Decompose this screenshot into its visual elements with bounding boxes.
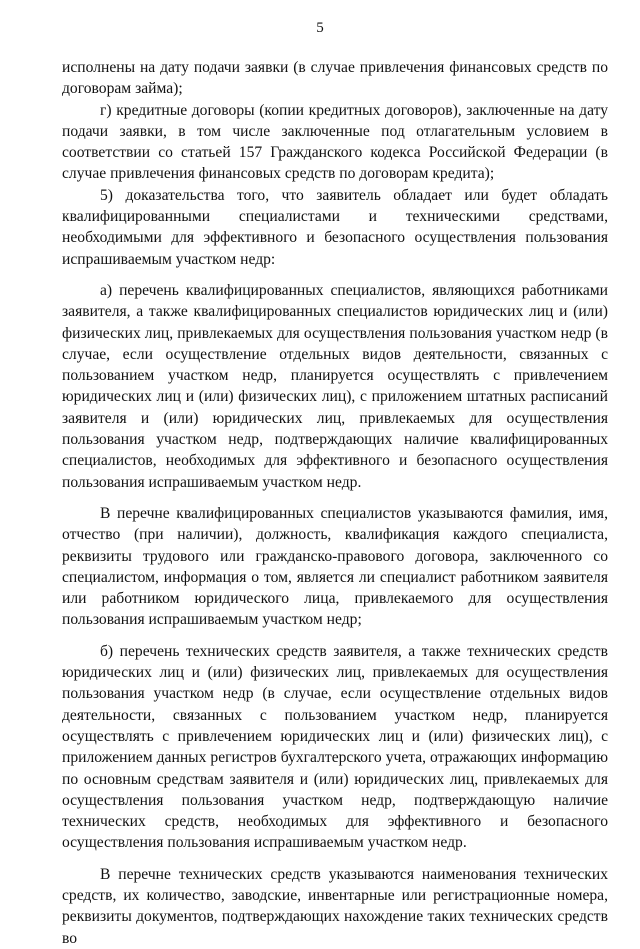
document-body	[62, 57, 608, 949]
paragraph-continuation: исполнены на дату подачи заявки (в случае привлечения финансовых средств по договорам займа);	[62, 59, 608, 98]
paragraph-credit-agreements: г) кредитные договоры (копии кредитных договоров), заключенные на дату подачи заявки, в том числе заключенные под отлагательным условием в соответствии со статьей 157 Гражданского кодекса Российской Федерации (в случае привлечения финансовых средств по договорам кредита);	[62, 101, 608, 183]
paragraph-evidence-item-5: 5) доказательства того, что заявитель обладает или будет обладать квалифицированными специалистами и техническими средствами, необходимыми для эффективного и безопасного осуществления пользования испрашиваемым участком недр:	[62, 186, 608, 268]
page-number: 5	[316, 20, 324, 36]
paragraph-specialists-list: а) перечень квалифицированных специалистов, являющихся работниками заявителя, а также квалифицированных специалистов юридических лиц и (или) физических лиц, привлекаемых для осуществления пользования участком недр (в случае, если осуществление отдельных видов деятельности, связанных с пользованием участком недр, планируется осуществлять с привлечением юридических лиц и (или) физических лиц), с приложением штатных расписаний заявителя и (или) юридических лиц, привлекаемых для осуществления пользования участком недр, подтверждающих наличие квалифицированных специалистов, необходимых для эффективного и безопасного осуществления пользования испрашиваемым участком недр.	[62, 281, 608, 491]
paragraph-specialists-details: В перечне квалифицированных специалистов указываются фамилия, имя, отчество (при наличии), должность, квалификация каждого специалиста, реквизиты трудового или гражданско-правового договора, заключенного со специалистом, информация о том, является ли специалист работником заявителя или работником юридического лица, привлекаемого для осуществления пользования испрашиваемым участком недр;	[62, 504, 608, 629]
paragraph-technical-means-details: В перечне технических средств указываются наименования технических средств, их количество, заводские, инвентарные или регистрационные номера, реквизиты документов, подтверждающих нахождение таких технических средств во	[62, 865, 608, 947]
paragraph-technical-means-list: б) перечень технических средств заявителя, а также технических средств юридических лиц и (или) физических лиц, привлекаемых для осуществления пользования участком недр (в случае, если осуществление отдельных видов деятельности, связанных с пользованием участком недр, планируется осуществлять с привлечением юридических лиц и (или) физических лиц), с приложением данных регистров бухгалтерского учета, отражающих информацию по основным средствам заявителя и (или) юридических лиц, привлекаемых для осуществления пользования участком недр, подтверждающую наличие технических средств, необходимых для эффективного и безопасного осуществления пользования испрашиваемым участком недр.	[62, 642, 608, 852]
